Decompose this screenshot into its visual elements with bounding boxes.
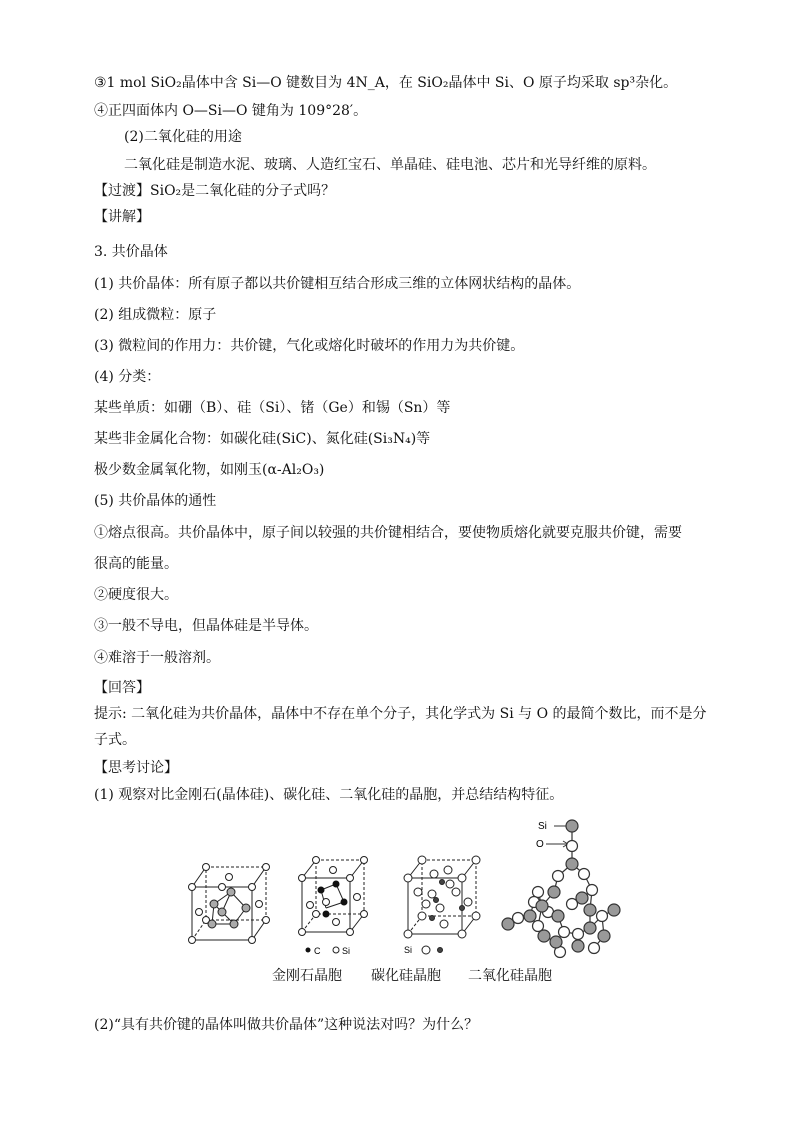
sio2-label-o: O bbox=[536, 839, 544, 850]
sio2-legend-si: Si bbox=[404, 945, 413, 955]
text-line: 极少数金属氧化物，如刚玉(α-Al₂O₃) bbox=[94, 462, 325, 478]
text-line: ①熔点很高。共价晶体中，原子间以较强的共价键相结合，要使物质熔化就要克服共价键，需要 bbox=[94, 525, 682, 541]
text-line: (1) 共价晶体：所有原子都以共价键相互结合形成三维的立体网状结构的晶体。 bbox=[94, 276, 581, 292]
text-line: ②硬度很大。 bbox=[94, 587, 178, 603]
text-line: (3) 微粒间的作用力：共价键，气化或熔化时破坏的作用力为共价键。 bbox=[94, 338, 525, 354]
text-line: 【过渡】SiO₂是二氧化硅的分子式吗？ bbox=[94, 183, 336, 199]
diamond-unit-cell bbox=[189, 864, 270, 944]
text-line: 某些单质：如硼（B）、硅（Si）、锗（Ge）和锡（Sn）等 bbox=[94, 400, 451, 416]
section-tag: 【思考讨论】 bbox=[94, 760, 178, 776]
caption-silicon-carbide: 碳化硅晶胞 bbox=[371, 968, 441, 984]
silicon-carbide-unit-cell bbox=[299, 857, 368, 954]
silica-network-structure bbox=[502, 820, 620, 958]
text-line: ④正四面体内 O—Si—O 键角为 109°28′。 bbox=[94, 103, 368, 119]
sio2-label-si: Si bbox=[538, 821, 547, 832]
sic-legend-c: C bbox=[314, 946, 321, 956]
text-line: ③1 mol SiO₂晶体中含 Si—O 键数目为 4N_A，在 SiO₂晶体中 Si、O 原子均采取 sp³杂化。 bbox=[94, 75, 678, 91]
text-line: 子式。 bbox=[94, 732, 136, 748]
text-line: (2) 组成微粒：原子 bbox=[94, 307, 217, 323]
subheading: (2)二氧化硅的用途 bbox=[124, 129, 242, 145]
section-tag: 【讲解】 bbox=[94, 209, 150, 225]
caption-diamond: 金刚石晶胞 bbox=[272, 968, 342, 984]
section-tag: 【回答】 bbox=[94, 680, 150, 696]
text-line: (1) 观察对比金刚石(晶体硅)、碳化硅、二氧化硅的晶胞，并总结结构特征。 bbox=[94, 787, 564, 803]
text-line: ③一般不导电，但晶体硅是半导体。 bbox=[94, 618, 318, 634]
text-line: 二氧化硅是制造水泥、玻璃、人造红宝石、单晶硅、硅电池、芯片和光导纤维的原料。 bbox=[124, 157, 656, 173]
sic-legend-si: Si bbox=[342, 946, 351, 956]
text-line: ④难溶于一般溶剂。 bbox=[94, 650, 220, 666]
text-line: 很高的能量。 bbox=[94, 556, 178, 572]
text-line: 提示: 二氧化硅为共价晶体，晶体中不存在单个分子，其化学式为 Si 与 O 的最简个数比，而不是分 bbox=[94, 706, 707, 722]
crystal-cells-figure bbox=[186, 812, 636, 982]
section-heading: 3. 共价晶体 bbox=[94, 244, 168, 260]
text-line: 某些非金属化合物：如碳化硅(SiC)、氮化硅(Si₃N₄)等 bbox=[94, 431, 431, 447]
text-line: (5) 共价晶体的通性 bbox=[94, 493, 217, 509]
caption-silica: 二氧化硅晶胞 bbox=[468, 968, 552, 984]
text-line: (2)“具有共价键的晶体叫做共价晶体”这种说法对吗？为什么？ bbox=[94, 1017, 479, 1033]
silica-unit-cell bbox=[404, 856, 480, 954]
text-line: (4) 分类： bbox=[94, 369, 161, 385]
